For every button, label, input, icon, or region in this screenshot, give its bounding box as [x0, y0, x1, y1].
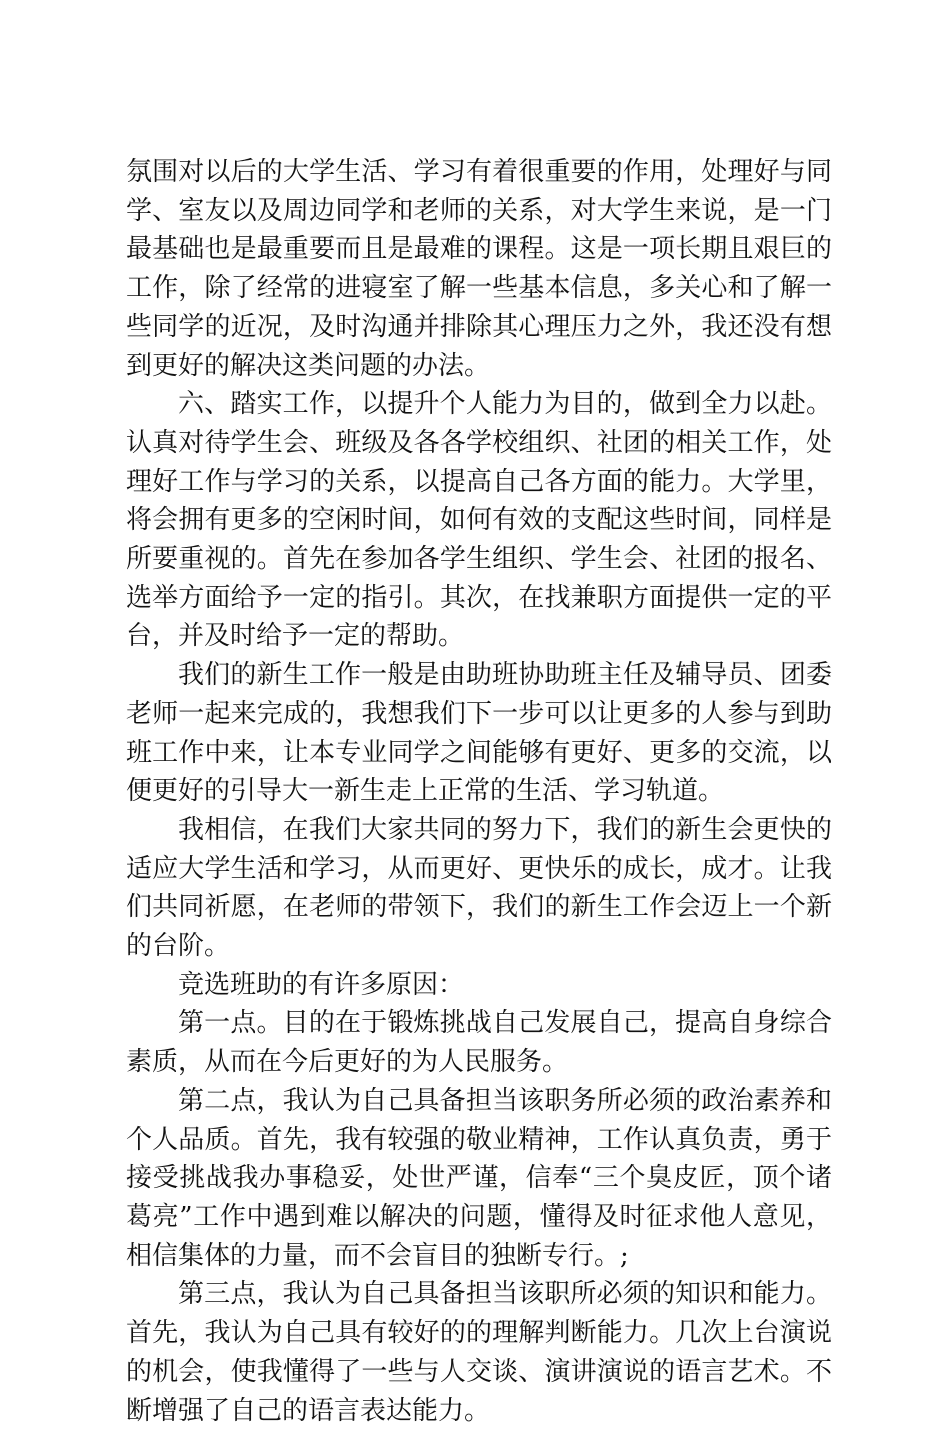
- paragraph-2: 六、踏实工作，以提升个人能力为目的，做到全力以赴。认真对待学生会、班级及各各学校组织、社团的相关工作，处理好工作与学习的关系，以提高自己各方面的能力。大学里，将会拥有更多的空闲时间，如何有效的支配这些时间，同样是所要重视的。首先在参加各学生组织、学生会、社团的报名、选举方面给予一定的指引。其次，在找兼职方面提供一定的平台，并及时给予一定的帮助。: [126, 389, 832, 652]
- paragraph-4: 我相信，在我们大家共同的努力下，我们的新生会更快的适应大学生活和学习，从而更好、更快乐的成长，成才。让我们共同祈愿，在老师的带领下，我们的新生工作会迈上一个新的台阶。: [126, 814, 832, 962]
- paragraph-3: 我们的新生工作一般是由助班协助班主任及辅导员、团委老师一起来完成的，我想我们下一步可以让更多的人参与到助班工作中来，让本专业同学之间能够有更好、更多的交流，以便更好的引导大一新生走上正常的生活、学习轨道。: [126, 660, 832, 807]
- paragraph-6: 第一点。目的在于锻炼挑战自己发展自己，提高自身综合素质，从而在今后更好的为人民服务。: [126, 1008, 832, 1078]
- paragraph-8: 第三点，我认为自己具备担当该职所必须的知识和能力。首先，我认为自己具有较好的的理解判断能力。几次上台演说的机会，使我懂得了一些与人交谈、演讲演说的语言艺术。不断增强了自己的语言表达能力。: [126, 1279, 832, 1426]
- document-body: [126, 153, 832, 1430]
- paragraph-7: 第二点，我认为自己具备担当该职务所必须的政治素养和个人品质。首先，我有较强的敬业精神，工作认真负责，勇于接受挑战我办事稳妥，处世严谨，信奉“三个臭皮匠，顶个诸葛亮”工作中遇到难以解决的问题，懂得及时征求他人意见，相信集体的力量，而不会盲目的独断专行。;: [126, 1085, 832, 1271]
- paragraph-5: 竞选班助的有许多原因：: [178, 969, 465, 1000]
- paragraph-1: 氛围对以后的大学生活、学习有着很重要的作用，处理好与同学、室友以及周边同学和老师的关系，对大学生来说，是一门最基础也是最重要而且是最难的课程。这是一项长期且艰巨的工作，除了经常的进寝室了解一些基本信息，多关心和了解一些同学的近况，及时沟通并排除其心理压力之外，我还没有想到更好的解决这类问题的办法。: [126, 157, 832, 381]
